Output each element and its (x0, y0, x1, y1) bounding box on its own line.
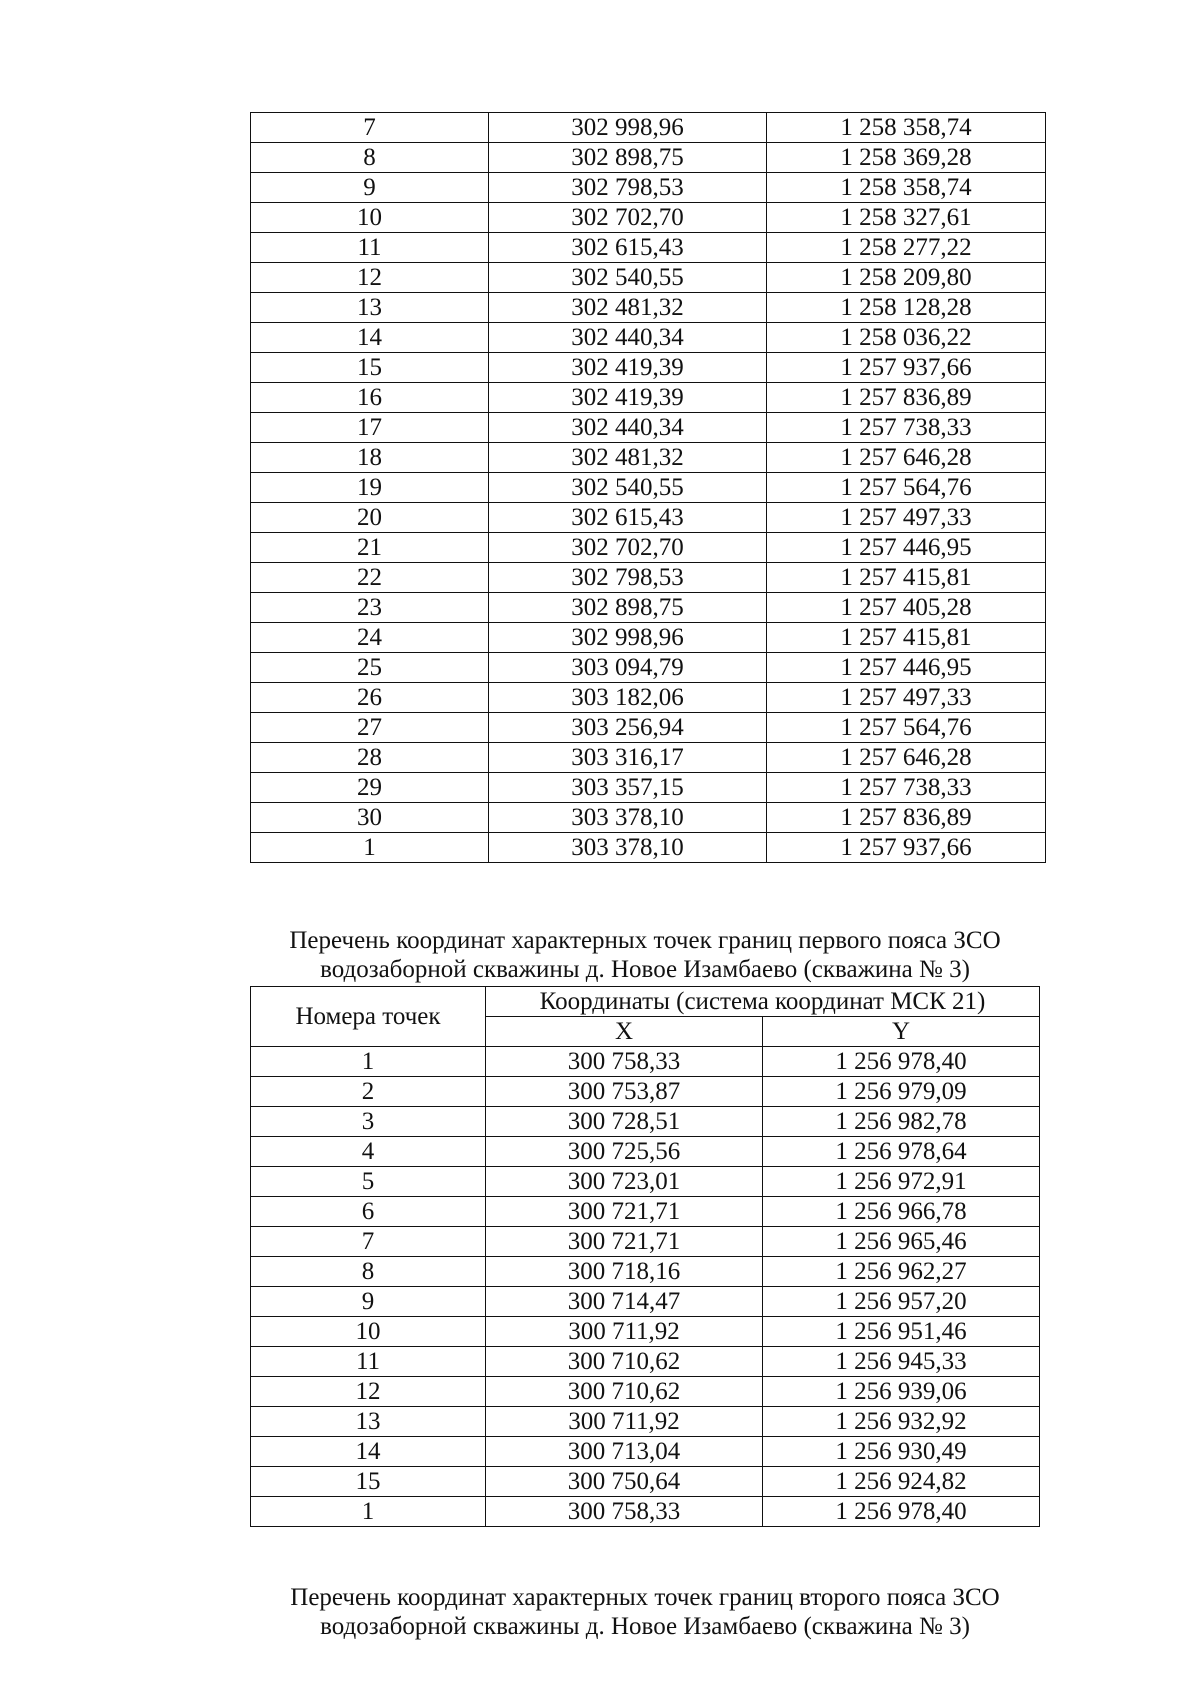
point-number-cell: 12 (251, 1377, 486, 1407)
point-number-cell: 8 (251, 143, 489, 173)
point-number-cell: 30 (251, 803, 489, 833)
point-number-cell: 28 (251, 743, 489, 773)
y-coordinate-cell: 1 257 836,89 (767, 383, 1046, 413)
table-row (251, 203, 1046, 233)
x-coordinate-cell: 302 998,96 (489, 623, 767, 653)
header-coordinates: Координаты (система координат МСК 21) (486, 987, 1040, 1017)
point-number-cell: 9 (251, 1287, 486, 1317)
y-coordinate-cell: 1 257 497,33 (767, 683, 1046, 713)
table-body (251, 1047, 1040, 1527)
y-coordinate-cell: 1 257 446,95 (767, 533, 1046, 563)
y-coordinate-cell: 1 256 962,27 (763, 1257, 1040, 1287)
table-row (251, 803, 1046, 833)
x-coordinate-cell: 300 710,62 (486, 1347, 763, 1377)
table-row (251, 593, 1046, 623)
y-coordinate-cell: 1 256 939,06 (763, 1377, 1040, 1407)
y-coordinate-cell: 1 256 966,78 (763, 1197, 1040, 1227)
table-row (251, 1257, 1040, 1287)
point-number-cell: 12 (251, 263, 489, 293)
y-coordinate-cell: 1 257 564,76 (767, 473, 1046, 503)
table-row (251, 503, 1046, 533)
table-row (251, 1167, 1040, 1197)
table-row (251, 353, 1046, 383)
table-row (251, 1077, 1040, 1107)
caption-line: Перечень координат характерных точек границ второго пояса ЗСО (290, 1584, 1000, 1611)
point-number-cell: 10 (251, 1317, 486, 1347)
point-number-cell: 3 (251, 1107, 486, 1137)
y-coordinate-cell: 1 256 924,82 (763, 1467, 1040, 1497)
table-row (251, 743, 1046, 773)
y-coordinate-cell: 1 258 327,61 (767, 203, 1046, 233)
x-coordinate-cell: 300 725,56 (486, 1137, 763, 1167)
x-coordinate-cell: 303 094,79 (489, 653, 767, 683)
table-row (251, 773, 1046, 803)
table-row (251, 1467, 1040, 1497)
y-coordinate-cell: 1 257 646,28 (767, 443, 1046, 473)
first-belt-coordinates-table (250, 986, 1040, 1527)
point-number-cell: 13 (251, 293, 489, 323)
point-number-cell: 4 (251, 1137, 486, 1167)
x-coordinate-cell: 302 898,75 (489, 143, 767, 173)
table-row (251, 1347, 1040, 1377)
point-number-cell: 16 (251, 383, 489, 413)
point-number-cell: 1 (251, 1047, 486, 1077)
point-number-cell: 1 (251, 1497, 486, 1527)
point-number-cell: 24 (251, 623, 489, 653)
y-coordinate-cell: 1 257 446,95 (767, 653, 1046, 683)
y-coordinate-cell: 1 256 945,33 (763, 1347, 1040, 1377)
point-number-cell: 8 (251, 1257, 486, 1287)
table-row (251, 293, 1046, 323)
table-row (251, 233, 1046, 263)
table-row (251, 413, 1046, 443)
y-coordinate-cell: 1 258 128,28 (767, 293, 1046, 323)
point-number-cell: 14 (251, 323, 489, 353)
point-number-cell: 15 (251, 1467, 486, 1497)
table-row (251, 1047, 1040, 1077)
x-coordinate-cell: 300 728,51 (486, 1107, 763, 1137)
y-coordinate-cell: 1 256 978,64 (763, 1137, 1040, 1167)
y-coordinate-cell: 1 258 358,74 (767, 113, 1046, 143)
table-row (251, 833, 1046, 863)
table-header (251, 987, 1040, 1047)
x-coordinate-cell: 300 711,92 (486, 1407, 763, 1437)
table-row (251, 1377, 1040, 1407)
header-y: Y (763, 1017, 1040, 1047)
table-row (251, 653, 1046, 683)
table-row (251, 1107, 1040, 1137)
table-row (251, 1137, 1040, 1167)
y-coordinate-cell: 1 257 415,81 (767, 623, 1046, 653)
x-coordinate-cell: 302 419,39 (489, 383, 767, 413)
y-coordinate-cell: 1 257 646,28 (767, 743, 1046, 773)
y-coordinate-cell: 1 258 209,80 (767, 263, 1046, 293)
table-row (251, 173, 1046, 203)
table-row (251, 623, 1046, 653)
table-row (251, 1317, 1040, 1347)
x-coordinate-cell: 303 357,15 (489, 773, 767, 803)
x-coordinate-cell: 302 998,96 (489, 113, 767, 143)
y-coordinate-cell: 1 256 972,91 (763, 1167, 1040, 1197)
y-coordinate-cell: 1 258 358,74 (767, 173, 1046, 203)
point-number-cell: 22 (251, 563, 489, 593)
table-row (251, 263, 1046, 293)
table-row (251, 443, 1046, 473)
x-coordinate-cell: 302 540,55 (489, 473, 767, 503)
point-number-cell: 23 (251, 593, 489, 623)
y-coordinate-cell: 1 257 937,66 (767, 353, 1046, 383)
x-coordinate-cell: 300 721,71 (486, 1227, 763, 1257)
table-row (251, 113, 1046, 143)
y-coordinate-cell: 1 256 930,49 (763, 1437, 1040, 1467)
point-number-cell: 2 (251, 1077, 486, 1107)
table-row (251, 683, 1046, 713)
y-coordinate-cell: 1 257 497,33 (767, 503, 1046, 533)
x-coordinate-cell: 302 419,39 (489, 353, 767, 383)
x-coordinate-cell: 300 721,71 (486, 1197, 763, 1227)
x-coordinate-cell: 300 711,92 (486, 1317, 763, 1347)
point-number-cell: 25 (251, 653, 489, 683)
x-coordinate-cell: 300 758,33 (486, 1497, 763, 1527)
x-coordinate-cell: 303 378,10 (489, 833, 767, 863)
point-number-cell: 19 (251, 473, 489, 503)
table-row (251, 533, 1046, 563)
header-x: X (486, 1017, 763, 1047)
second-belt-caption (250, 1583, 1040, 1641)
y-coordinate-cell: 1 257 564,76 (767, 713, 1046, 743)
point-number-cell: 6 (251, 1197, 486, 1227)
point-number-cell: 13 (251, 1407, 486, 1437)
table-row (251, 1287, 1040, 1317)
point-number-cell: 17 (251, 413, 489, 443)
y-coordinate-cell: 1 256 957,20 (763, 1287, 1040, 1317)
x-coordinate-cell: 302 440,34 (489, 323, 767, 353)
table-row (251, 563, 1046, 593)
caption-line: водозаборной скважины д. Новое Изамбаево (скважина № 3) (320, 956, 970, 983)
point-number-cell: 11 (251, 1347, 486, 1377)
x-coordinate-cell: 300 753,87 (486, 1077, 763, 1107)
table-row (251, 323, 1046, 353)
table-row (251, 713, 1046, 743)
table-row (251, 1197, 1040, 1227)
x-coordinate-cell: 303 378,10 (489, 803, 767, 833)
table-row (251, 473, 1046, 503)
y-coordinate-cell: 1 256 978,40 (763, 1047, 1040, 1077)
x-coordinate-cell: 302 898,75 (489, 593, 767, 623)
y-coordinate-cell: 1 256 965,46 (763, 1227, 1040, 1257)
x-coordinate-cell: 300 723,01 (486, 1167, 763, 1197)
y-coordinate-cell: 1 256 978,40 (763, 1497, 1040, 1527)
point-number-cell: 1 (251, 833, 489, 863)
x-coordinate-cell: 303 316,17 (489, 743, 767, 773)
x-coordinate-cell: 302 481,32 (489, 293, 767, 323)
point-number-cell: 18 (251, 443, 489, 473)
table-row (251, 143, 1046, 173)
y-coordinate-cell: 1 257 738,33 (767, 773, 1046, 803)
caption-line: Перечень координат характерных точек границ первого пояса ЗСО (289, 927, 1001, 954)
y-coordinate-cell: 1 257 738,33 (767, 413, 1046, 443)
y-coordinate-cell: 1 256 979,09 (763, 1077, 1040, 1107)
table-row (251, 383, 1046, 413)
coordinates-table-continued (250, 112, 1046, 863)
y-coordinate-cell: 1 257 937,66 (767, 833, 1046, 863)
x-coordinate-cell: 300 718,16 (486, 1257, 763, 1287)
x-coordinate-cell: 300 710,62 (486, 1377, 763, 1407)
point-number-cell: 15 (251, 353, 489, 383)
x-coordinate-cell: 302 702,70 (489, 203, 767, 233)
x-coordinate-cell: 302 798,53 (489, 563, 767, 593)
y-coordinate-cell: 1 256 982,78 (763, 1107, 1040, 1137)
table-row (251, 1227, 1040, 1257)
x-coordinate-cell: 302 702,70 (489, 533, 767, 563)
y-coordinate-cell: 1 257 415,81 (767, 563, 1046, 593)
y-coordinate-cell: 1 257 405,28 (767, 593, 1046, 623)
x-coordinate-cell: 302 481,32 (489, 443, 767, 473)
y-coordinate-cell: 1 256 951,46 (763, 1317, 1040, 1347)
x-coordinate-cell: 302 798,53 (489, 173, 767, 203)
caption-line: водозаборной скважины д. Новое Изамбаево (скважина № 3) (320, 1613, 970, 1640)
x-coordinate-cell: 302 540,55 (489, 263, 767, 293)
point-number-cell: 9 (251, 173, 489, 203)
y-coordinate-cell: 1 258 036,22 (767, 323, 1046, 353)
x-coordinate-cell: 303 182,06 (489, 683, 767, 713)
x-coordinate-cell: 300 750,64 (486, 1467, 763, 1497)
x-coordinate-cell: 300 714,47 (486, 1287, 763, 1317)
point-number-cell: 7 (251, 113, 489, 143)
x-coordinate-cell: 303 256,94 (489, 713, 767, 743)
table-row (251, 1437, 1040, 1467)
x-coordinate-cell: 302 615,43 (489, 233, 767, 263)
y-coordinate-cell: 1 258 277,22 (767, 233, 1046, 263)
point-number-cell: 26 (251, 683, 489, 713)
x-coordinate-cell: 302 440,34 (489, 413, 767, 443)
x-coordinate-cell: 302 615,43 (489, 503, 767, 533)
header-point-numbers: Номера точек (251, 987, 486, 1047)
x-coordinate-cell: 300 758,33 (486, 1047, 763, 1077)
point-number-cell: 7 (251, 1227, 486, 1257)
y-coordinate-cell: 1 257 836,89 (767, 803, 1046, 833)
point-number-cell: 21 (251, 533, 489, 563)
x-coordinate-cell: 300 713,04 (486, 1437, 763, 1467)
table-body (251, 113, 1046, 863)
point-number-cell: 29 (251, 773, 489, 803)
y-coordinate-cell: 1 258 369,28 (767, 143, 1046, 173)
table-row (251, 1497, 1040, 1527)
point-number-cell: 11 (251, 233, 489, 263)
first-belt-caption (250, 926, 1040, 984)
point-number-cell: 10 (251, 203, 489, 233)
point-number-cell: 5 (251, 1167, 486, 1197)
table-row (251, 1407, 1040, 1437)
point-number-cell: 14 (251, 1437, 486, 1467)
point-number-cell: 20 (251, 503, 489, 533)
point-number-cell: 27 (251, 713, 489, 743)
y-coordinate-cell: 1 256 932,92 (763, 1407, 1040, 1437)
